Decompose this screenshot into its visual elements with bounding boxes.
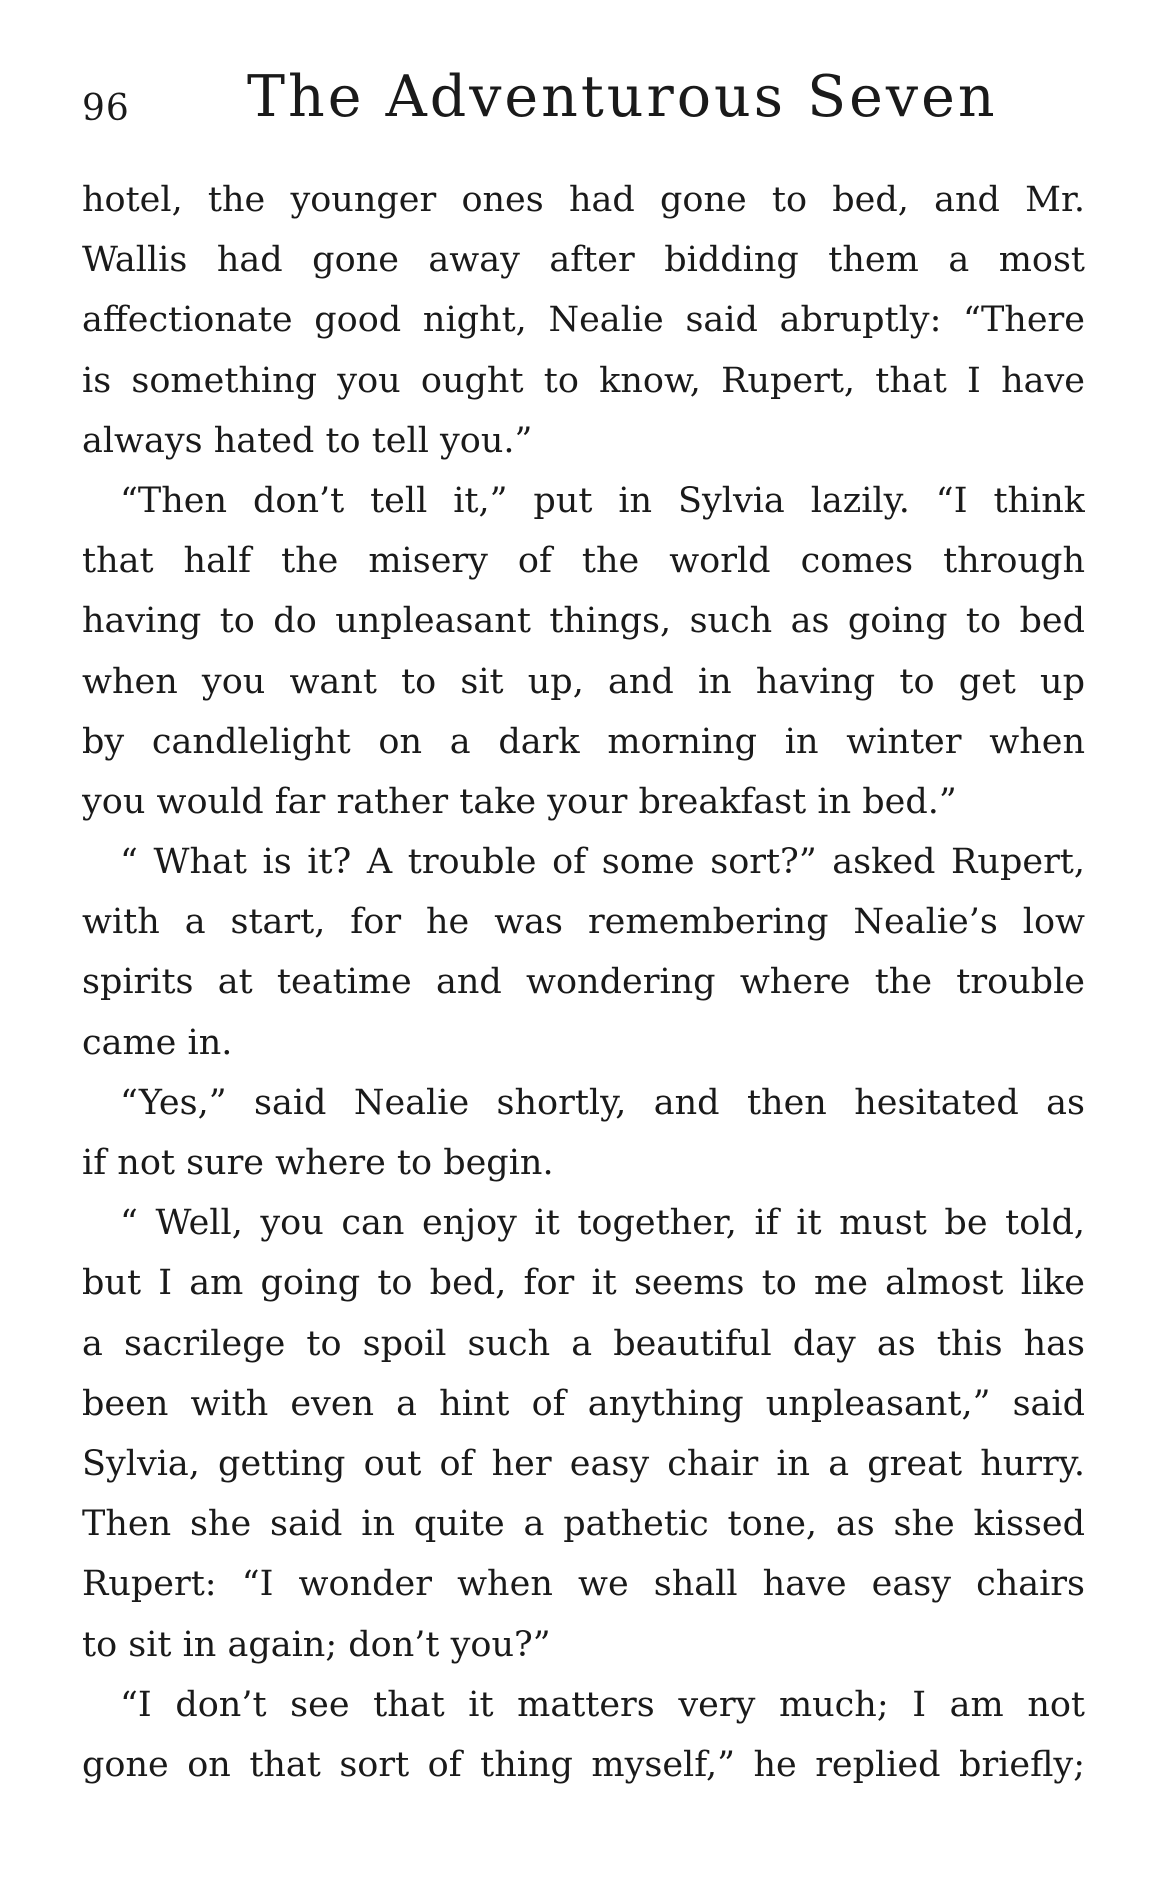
text-line: to sit in again; don’t you?”: [82, 1624, 551, 1665]
text-line: “ What is it? A trouble of some sort?” asked Rupert,: [120, 842, 1085, 883]
book-page: [82, 58, 1085, 1785]
text-line: affectionate good night, Nealie said abruptly: “There: [82, 300, 1085, 341]
text-line: a sacrilege to spoil such a beautiful day as this has: [82, 1323, 1085, 1364]
text-line: Sylvia, getting out of her easy chair in a great hurry.: [82, 1443, 1085, 1484]
body-text: [82, 170, 1085, 1795]
text-line: spirits at teatime and wondering where the trouble: [82, 962, 1085, 1003]
text-line: hotel, the younger ones had gone to bed, and Mr.: [82, 180, 1085, 220]
text-line: if not sure where to begin.: [82, 1143, 554, 1183]
text-line: is something you ought to know, Rupert, that I have: [82, 360, 1085, 401]
running-title: The Adventurous Seven: [247, 64, 998, 130]
text-line: gone on that sort of thing myself,” he replied briefly;: [82, 1744, 1085, 1785]
text-line: having to do unpleasant things, such as going to bed: [82, 601, 1085, 642]
text-line: “I don’t see that it matters very much; I am not: [120, 1684, 1085, 1725]
text-line: by candlelight on a dark morning in winter when: [82, 721, 1085, 762]
text-line: “Then don’t tell it,” put in Sylvia lazily. “I think: [120, 480, 1085, 521]
text-line: “Yes,” said Nealie shortly, and then hesitated as: [120, 1082, 1085, 1123]
text-line: “ Well, you can enjoy it together, if it must be told,: [120, 1203, 1085, 1244]
text-line: with a start, for he was remembering Nealie’s low: [82, 902, 1085, 943]
text-line: you would far rather take your breakfast in bed.”: [82, 781, 957, 822]
text-line: came in.: [82, 1022, 233, 1063]
text-line: when you want to sit up, and in having to get up: [82, 661, 1085, 702]
text-line: been with even a hint of anything unpleasant,” said: [82, 1383, 1085, 1424]
text-line: always hated to tell you.”: [82, 420, 533, 461]
text-line: Wallis had gone away after bidding them a most: [82, 240, 1085, 281]
page-number: 96: [82, 88, 130, 129]
text-line: Then she said in quite a pathetic tone, as she kissed: [82, 1504, 1085, 1545]
text-line: but I am going to bed, for it seems to me almost like: [82, 1263, 1085, 1304]
text-line: that half the misery of the world comes through: [82, 541, 1085, 582]
page-header: [82, 58, 1085, 158]
text-line: Rupert: “I wonder when we shall have easy chairs: [82, 1564, 1085, 1605]
